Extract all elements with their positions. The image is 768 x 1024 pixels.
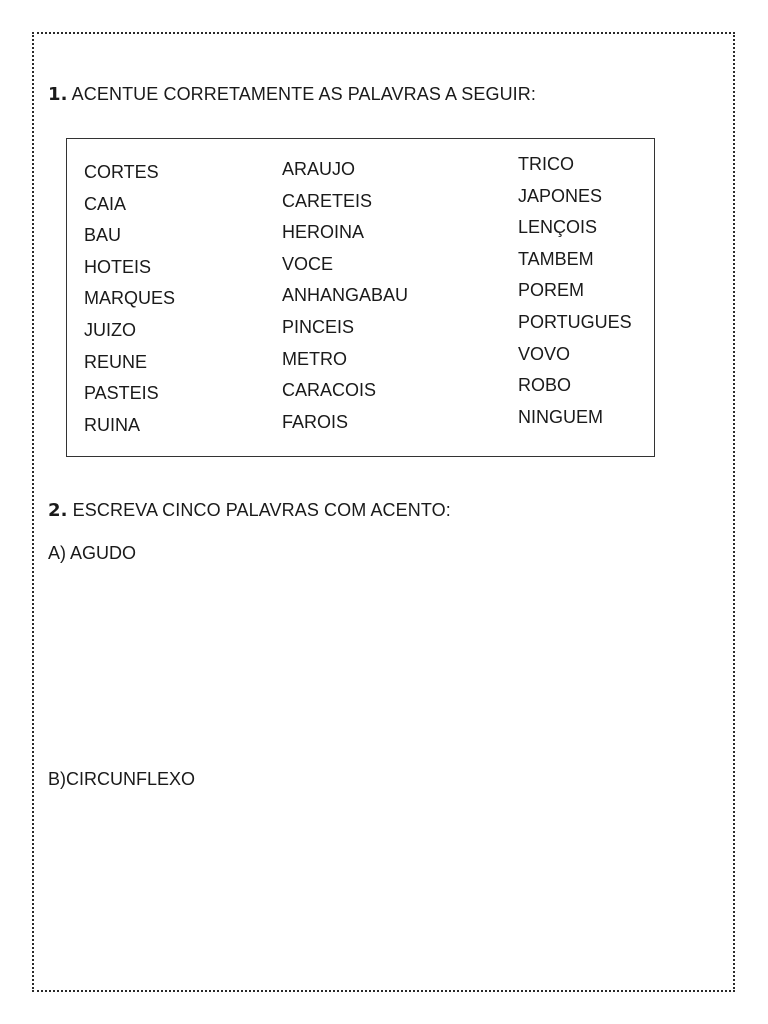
word-item: PORTUGUES (518, 311, 632, 332)
part-b-label: B)CIRCUNFLEXO (48, 769, 196, 789)
word-item: NINGUEM (518, 406, 603, 427)
word-item: BAU (84, 225, 122, 246)
part-a-label: A) AGUDO (48, 543, 137, 563)
word-item: MARQUES (84, 288, 176, 309)
word-item: JUIZO (84, 319, 136, 340)
word-column-3 (518, 149, 632, 433)
word-item: ROBO (518, 375, 572, 396)
word-item: CARACOIS (282, 380, 377, 401)
word-item: HEROINA (282, 222, 365, 243)
word-item: CAIA (84, 193, 127, 214)
question-2-number: 2. (48, 500, 68, 521)
word-item: TRICO (518, 154, 574, 174)
word-item: VOCE (282, 253, 334, 274)
question-2-text: ESCREVA CINCO PALAVRAS COM ACENTO: (72, 500, 451, 520)
word-item: PINCEIS (282, 316, 355, 337)
word-item: RUINA (84, 414, 141, 435)
question-1-number: 1. (48, 84, 68, 105)
word-column-1 (84, 157, 175, 441)
word-item: REUNE (84, 351, 148, 372)
question-1-text: ACENTUE CORRETAMENTE AS PALAVRAS A SEGUIR: (71, 84, 536, 104)
question-2-heading (48, 500, 451, 521)
word-item: JAPONES (518, 185, 603, 206)
word-column-2 (282, 154, 408, 438)
word-item: CARETEIS (282, 190, 373, 211)
word-item: HOTEIS (84, 256, 152, 277)
word-item: CORTES (84, 162, 159, 182)
word-item: ANHANGABAU (282, 285, 409, 306)
word-item: FAROIS (282, 411, 349, 432)
word-item: VOVO (518, 343, 571, 364)
word-item: PASTEIS (84, 383, 159, 404)
word-item: METRO (282, 348, 347, 369)
word-item: POREM (518, 280, 585, 301)
word-item: TAMBEM (518, 248, 594, 269)
word-item: ARAUJO (282, 159, 356, 179)
word-item: LENÇOIS (518, 217, 598, 238)
question-1-heading (48, 84, 536, 105)
